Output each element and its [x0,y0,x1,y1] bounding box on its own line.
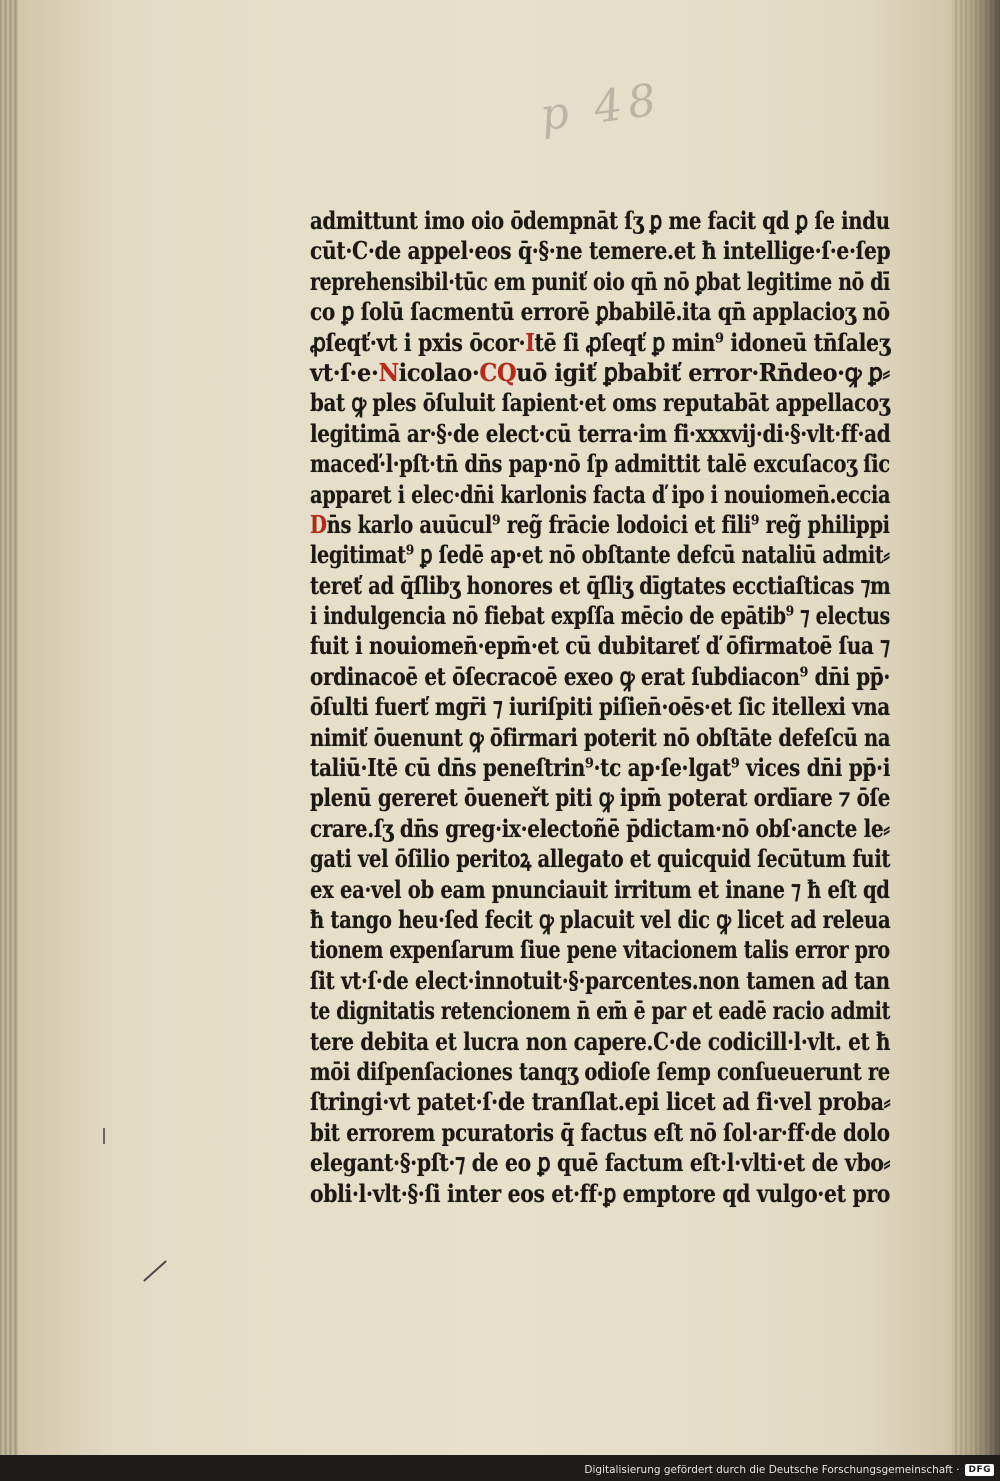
text-line: ſtringi·vt patet·ſ·de tranſlat.epi licet ad fi·vel proba⸗ [310,1087,891,1117]
text-line: maceď·l·pſt·tn̄ dn̄s pap·nō ſp admittit talē excuſacoʒ ſic [310,449,890,479]
text-line: i indulgencia nō fiebat expſſa mēcio de epātib⁹ ⁊ electus [310,601,890,631]
text-line: co ꝑ ſolū ſacmentū errorē ꝑbabilē.ita qn̄ applacioʒ nō [310,297,890,327]
text-line: gati vel ōſilio peritoꝝ allegato et quicquid ſecūtum fuit [310,844,891,874]
text-line: elegant·§·pſt·⁊ de eo ꝑ quē factum eſt·l·vlti·et de vbo⸗ [310,1148,891,1178]
text-line: mōi diſpenſaciones tanqʒ odioſe ſemp conſueuerunt re [310,1056,890,1086]
stray-pencil-mark-2 [103,1128,105,1144]
rubric-pilcrow: C [479,357,497,387]
text-line: reprehensibil·tūc em puniť oio qn̄ nō ꝑbat legitime nō dī [310,266,891,296]
text-line: legitimā ar·§·de elect·cū terra·im fi·xxxvij·di·§·vlt·ff·ad [310,418,891,448]
text-line: admittunt imo oio ōdempnāt ſʒ ꝑ me facit qd ꝑ ſe indu [310,206,890,235]
text-line: taliū·Itē cū dn̄s peneſtrin⁹·tc ap·ſe·lgat⁹ vices dn̄i pp̄·i [310,753,891,783]
text-line: apparet i elec·dn̄i karlonis facta ď ipo i nouiomen̄.eccia [310,479,891,509]
text-line: ordinacoē et ōſecracoē exeo ꝙ erat ſubdiacon⁹ dn̄i pp̄· [310,661,891,691]
text-line-tail: n̄s karlo auūcul⁹ reg̃ frācie lodoici et fili⁹ reg̃ philippi [326,509,890,539]
text-line [310,509,890,540]
funding-credit [584,1464,994,1476]
rubric-initial: D [310,509,327,539]
text-line: tereť ad q̄ſlibʒ honores et q̄ſliʒ dīgtates ecctiaſticas ⁊m [310,570,891,600]
rubric-initial: N [378,357,399,387]
text-line: cūt·C·de appel·eos q̄·§·ne temere.et ħ intellige·ſ·e·ſep [310,236,891,266]
text-column [310,206,890,1209]
text-line: ħ tango heu·ſed fecit ꝙ placuit vel dic ꝙ licet ad releua [310,904,891,934]
text-line: tere debita et lucra non capere.C·de codicill·l·vlt. et ħ [310,1026,891,1056]
text-line: plenū gereret ōueneřt piti ꝙ ipm̄ poterat ordīare ⁊ ōſe [310,783,891,813]
rubric-initial-q: Q [496,357,517,387]
text-line: fuit i nouiomen̄·epm̄·et cū dubitareť ď ōfirmatoē ſua ⁊ [310,631,890,661]
page-stack-right [952,0,1000,1455]
text-line: ſit vt·ſ·de elect·innotuit·§·parcentes.non tamen ad tan [310,965,890,995]
text-line: ōſulti fuerť mgr̄i ⁊ iuriſpiti piſien̄·oēs·et ſic itellexi vna [310,692,890,722]
text-line [310,357,890,388]
text-line: bit errorem pcuratoris q̄ factus eſt nō ſol·ar·ff·de dolo [310,1117,890,1147]
rubric-initial: I [525,327,535,357]
text-line: bat ꝙ ples ōſuluit ſapient·et oms reputabāt appellacoʒ [310,388,890,418]
text-line [310,327,891,358]
pencil-annotation: p 48 [537,73,666,142]
text-line-head: ꝓſeqť·vt i pxis ōcor· [310,327,526,357]
funding-credit-text: Digitalisierung gefördert durch die Deutsche Forschungsgemeinschaft · [584,1464,960,1476]
text-line: tionem expenſarum ſiue pene vitacionem talis error pro [310,935,890,965]
text-line: obli·l·vlt·§·ſi inter eos et·ff·ꝑ emptore qd vulgo·et pro [310,1178,890,1208]
text-line-tail: tē ſi ꝓſeqť ꝑ min⁹ idoneū tn̄ſaleʒ [534,327,891,357]
text-line-mid: icolao· [398,357,480,387]
text-line: nimiť ōuenunt ꝙ ōfirmari poterit nō obſtāte defeſcū na [310,722,891,752]
text-line: ex ea·vel ob eam pnunciauit irritum et inane ⁊ ħ eſt qd [310,874,890,904]
book-left-edge [0,0,18,1460]
text-line: crare.ſʒ dn̄s greg·ix·electoñē p̄dictam·nō obſ·ancte le⸗ [310,813,890,843]
text-line: legitimat⁹ ꝑ ſedē ap·et nō obſtante defcū nataliū admit⸗ [310,540,890,570]
dfg-logo-icon: DFG [965,1464,994,1476]
text-line-head: vt·ſ·e· [310,357,379,387]
text-line-tail: uō igiť ꝑbabiť error·Rn̄deo·ꝙ ꝑ⸗ [516,357,890,387]
stray-pencil-mark [143,1260,167,1282]
text-line: te dignitatis retencionem n̄ em̄ ē par et eadē racio admit [310,996,891,1026]
